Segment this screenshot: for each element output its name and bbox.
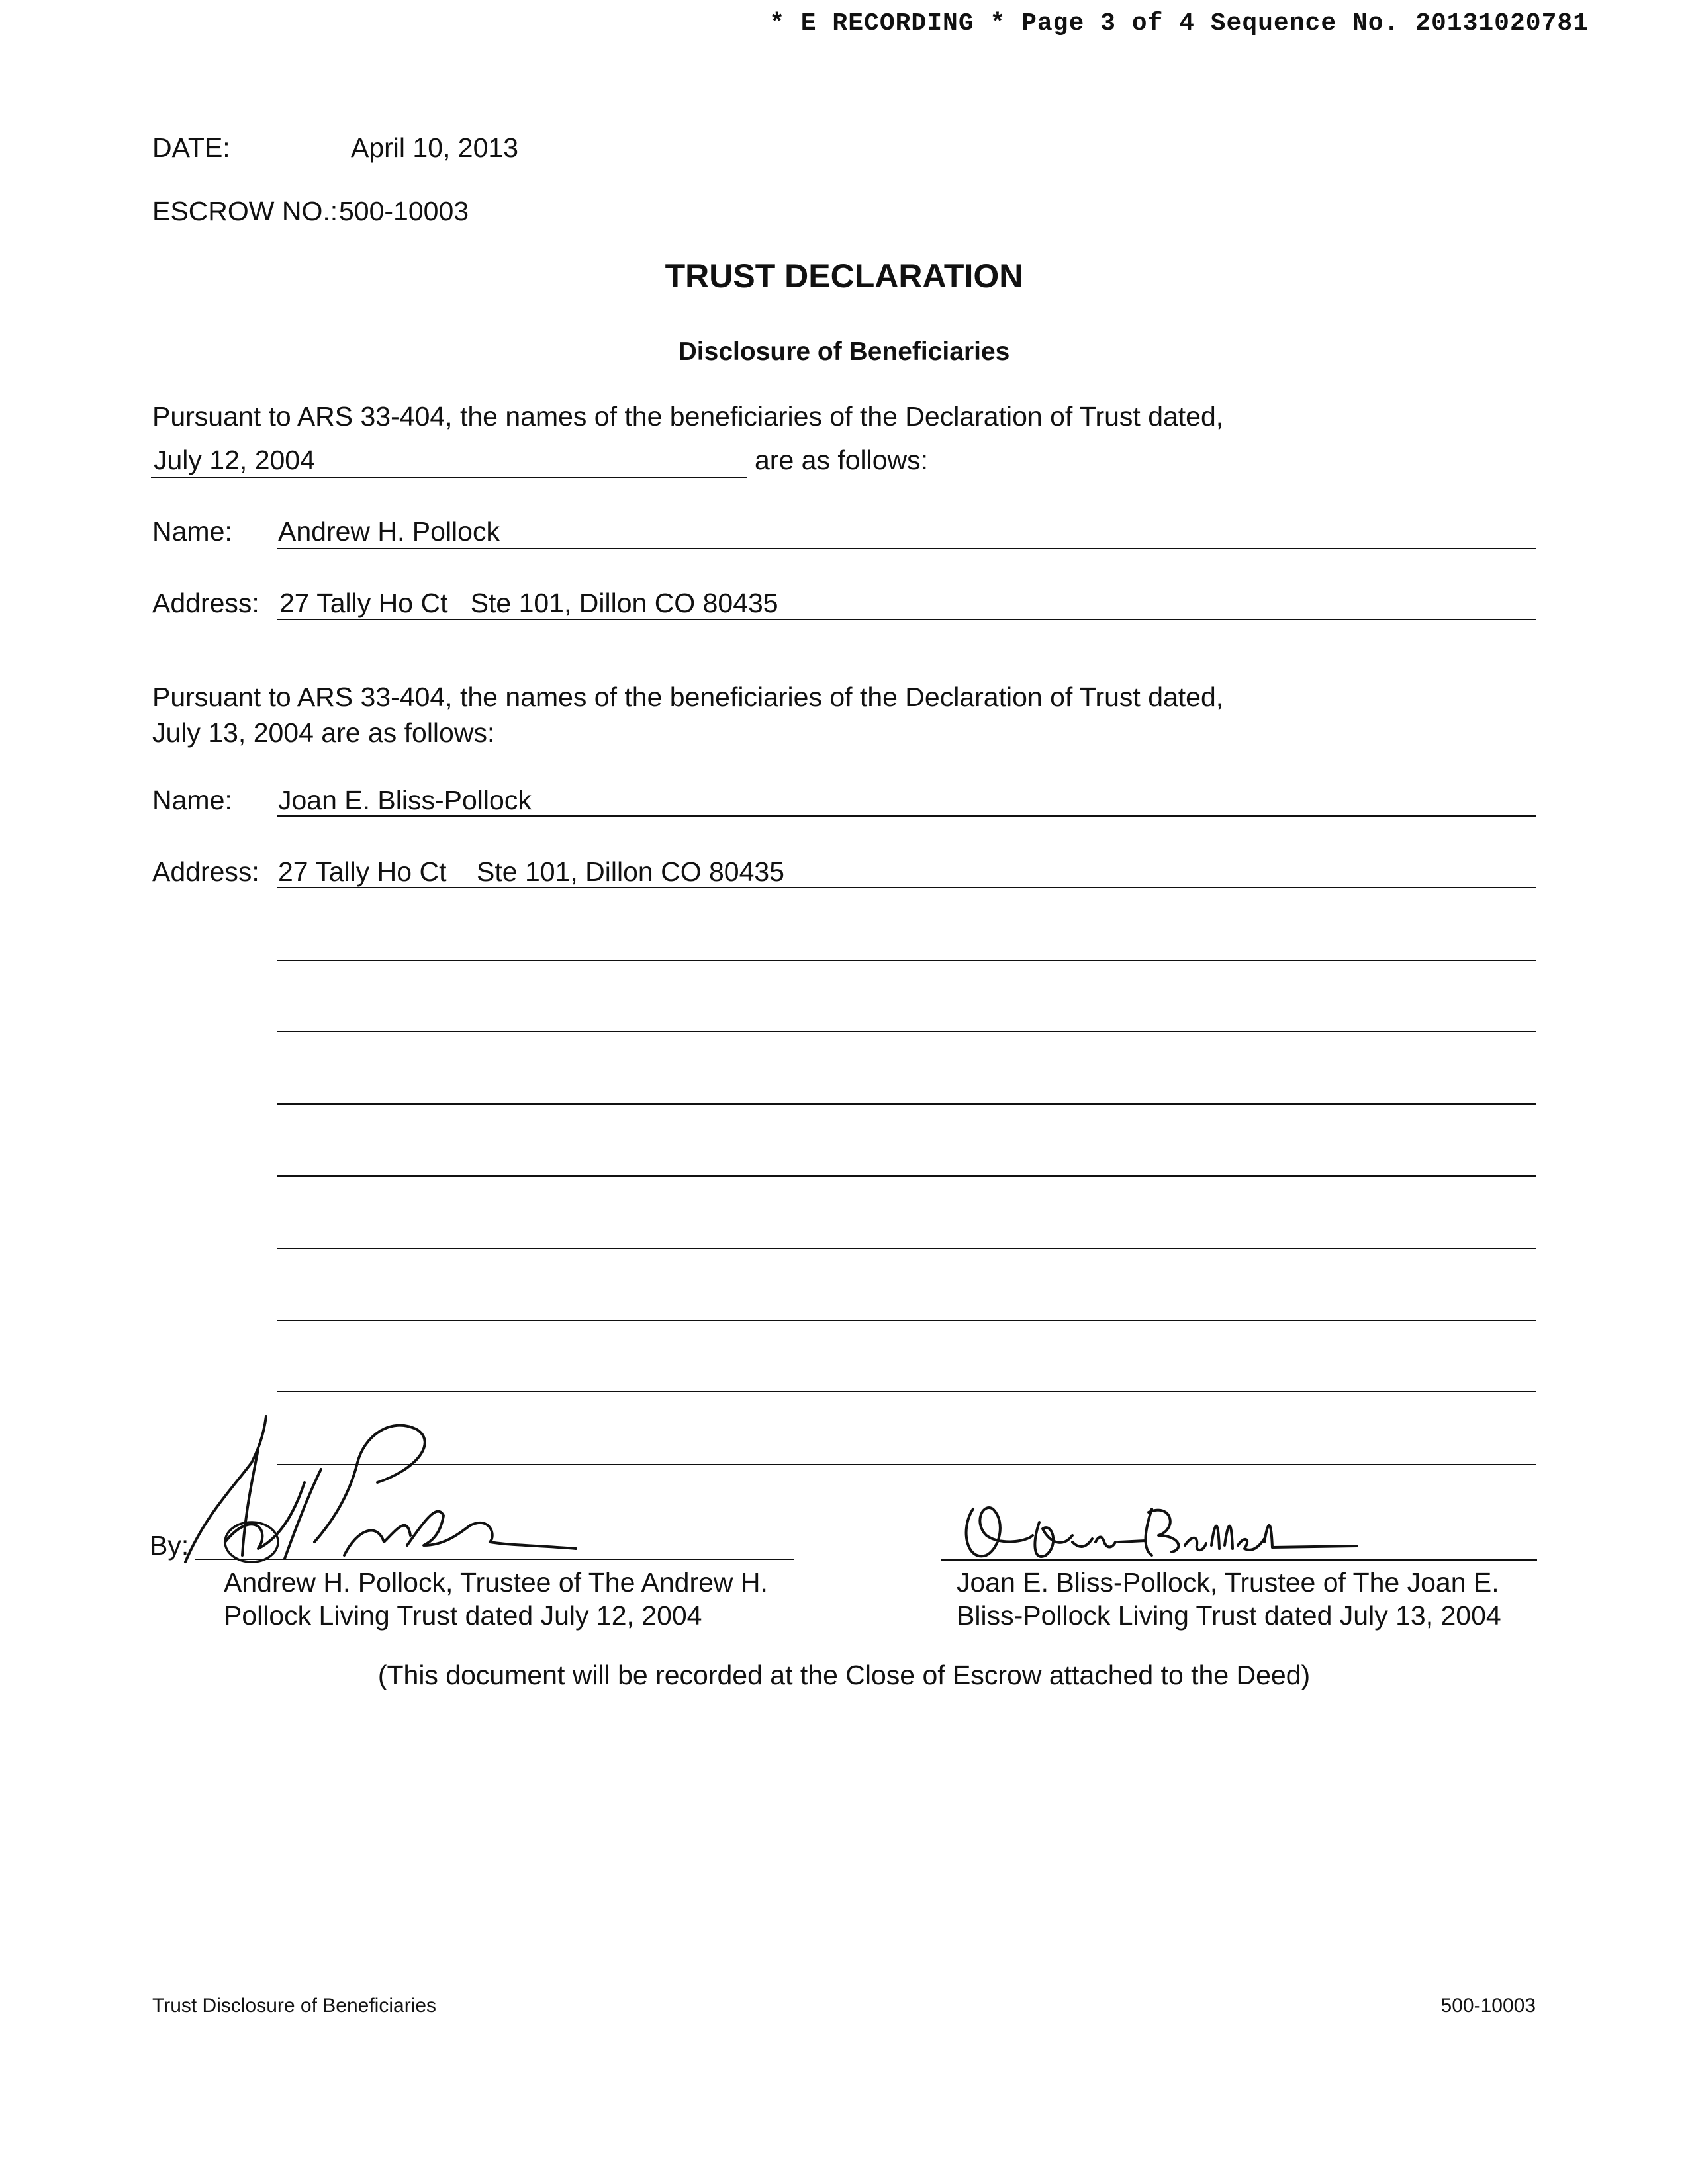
signature-line-right [941, 1559, 1537, 1561]
blank-line [277, 1103, 1536, 1105]
beneficiary-name: Andrew H. Pollock [278, 516, 500, 547]
escrow-number: 500-10003 [339, 196, 469, 226]
section1-suffix: are as follows: [755, 445, 929, 475]
section2-intro: Pursuant to ARS 33-404, the names of the beneficiaries of the Declaration of Trust dated, [152, 682, 1224, 712]
date-value: April 10, 2013 [351, 132, 519, 163]
beneficiary-address: 27 Tally Ho Ct Ste 101, Dillon CO 80435 [278, 856, 784, 887]
footer-escrow-number: 500-10003 [1440, 1995, 1536, 2017]
document-title: TRUST DECLARATION [665, 257, 1023, 295]
trustee-caption-left: Andrew H. Pollock, Trustee of The Andrew H. [224, 1567, 768, 1598]
trustee-caption-left-line2: Pollock Living Trust dated July 12, 2004 [224, 1600, 702, 1631]
section1-intro: Pursuant to ARS 33-404, the names of the beneficiaries of the Declaration of Trust dated, [152, 401, 1224, 432]
section2-intro-line2: July 13, 2004 are as follows: [152, 717, 495, 748]
address-label: Address: [152, 588, 259, 618]
section1-trust-date: July 12, 2004 [154, 445, 315, 475]
name-rule [277, 548, 1536, 549]
trustee-caption-right-line2: Bliss-Pollock Living Trust dated July 13, 2004 [957, 1600, 1501, 1631]
andrew-signature [179, 1410, 589, 1572]
trust-date-rule [151, 477, 747, 478]
by-label: By: [150, 1530, 189, 1561]
recording-header: * E RECORDING * Page 3 of 4 Sequence No. 20131020781 [769, 9, 1589, 38]
name-rule [277, 815, 1536, 817]
blank-line [277, 960, 1536, 961]
beneficiary-address: 27 Tally Ho Ct Ste 101, Dillon CO 80435 [279, 588, 778, 618]
blank-line [277, 1175, 1536, 1177]
blank-line [277, 1031, 1536, 1032]
recording-note: (This document will be recorded at the Close of Escrow attached to the Deed) [377, 1660, 1311, 1690]
signature-line-left [195, 1559, 794, 1560]
footer-title: Trust Disclosure of Beneficiaries [152, 1995, 437, 2017]
address-rule [277, 887, 1536, 888]
document-subtitle: Disclosure of Beneficiaries [678, 338, 1010, 366]
blank-line [277, 1391, 1536, 1392]
beneficiary-name: Joan E. Bliss-Pollock [278, 785, 532, 815]
blank-line [277, 1320, 1536, 1321]
blank-line [277, 1248, 1536, 1249]
name-label: Name: [152, 516, 232, 547]
trustee-caption-right: Joan E. Bliss-Pollock, Trustee of The Joan E. [957, 1567, 1499, 1598]
address-label: Address: [152, 856, 259, 887]
name-label: Name: [152, 785, 232, 815]
address-rule [277, 619, 1536, 620]
escrow-label: ESCROW NO.: [152, 196, 338, 226]
date-label: DATE: [152, 132, 230, 163]
